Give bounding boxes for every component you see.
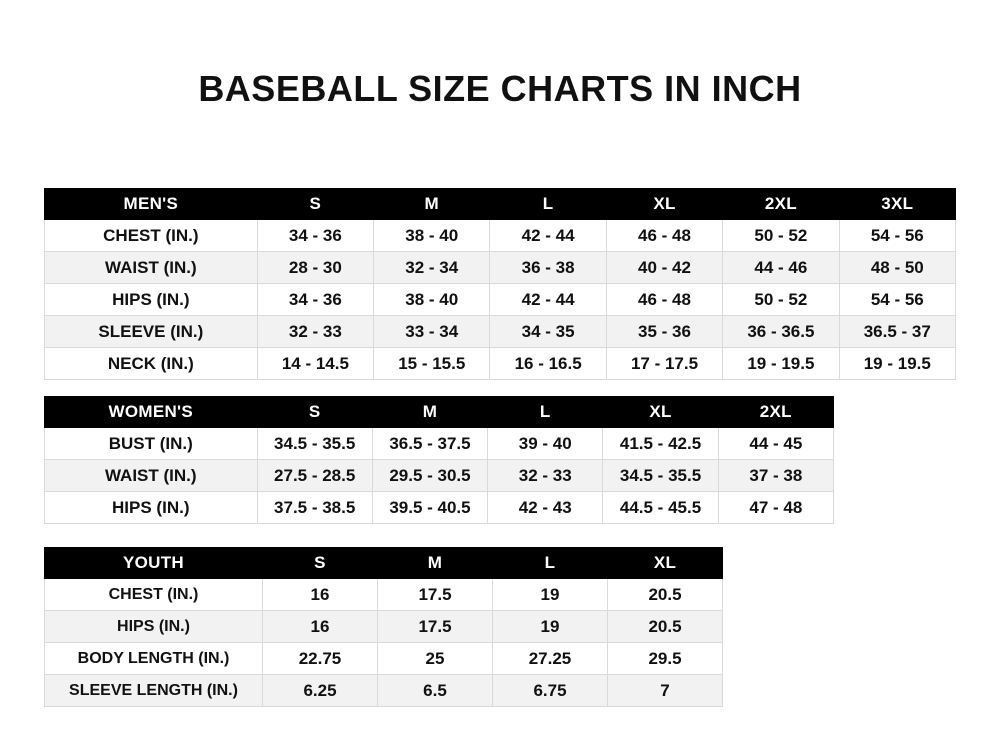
table-cell: 27.25 (493, 643, 608, 675)
column-header: WOMEN'S (45, 397, 258, 428)
row-label: HIPS (IN.) (45, 492, 258, 524)
table-cell: 15 - 15.5 (374, 348, 490, 380)
row-label: CHEST (IN.) (45, 579, 263, 611)
table-cell: 41.5 - 42.5 (603, 428, 718, 460)
table-cell: 34.5 - 35.5 (603, 460, 718, 492)
table-cell: 29.5 (608, 643, 723, 675)
table-cell: 19 - 19.5 (839, 348, 955, 380)
mens-size-chart (44, 188, 956, 380)
table-cell: 27.5 - 28.5 (257, 460, 372, 492)
row-label: WAIST (IN.) (45, 460, 258, 492)
table-cell: 37 - 38 (718, 460, 833, 492)
table-cell: 50 - 52 (723, 284, 839, 316)
table-cell: 35 - 36 (606, 316, 722, 348)
column-header: S (263, 548, 378, 579)
table-cell: 44.5 - 45.5 (603, 492, 718, 524)
table-cell: 46 - 48 (606, 220, 722, 252)
table-cell: 16 - 16.5 (490, 348, 606, 380)
table-cell: 33 - 34 (374, 316, 490, 348)
column-header: S (257, 189, 373, 220)
row-label: HIPS (IN.) (45, 284, 258, 316)
table-cell: 48 - 50 (839, 252, 955, 284)
table-cell: 20.5 (608, 611, 723, 643)
table-row (45, 252, 956, 284)
table-row (45, 579, 723, 611)
table-cell: 17.5 (378, 579, 493, 611)
table-cell: 44 - 46 (723, 252, 839, 284)
table-cell: 36.5 - 37 (839, 316, 955, 348)
table-cell: 16 (263, 579, 378, 611)
table-cell: 46 - 48 (606, 284, 722, 316)
row-label: SLEEVE (IN.) (45, 316, 258, 348)
table-row (45, 284, 956, 316)
table-cell: 38 - 40 (374, 220, 490, 252)
table-row (45, 220, 956, 252)
column-header: M (372, 397, 487, 428)
youth-size-chart (44, 547, 723, 707)
table-cell: 32 - 33 (488, 460, 603, 492)
column-header: 3XL (839, 189, 955, 220)
table-cell: 39 - 40 (488, 428, 603, 460)
column-header: L (493, 548, 608, 579)
table-cell: 25 (378, 643, 493, 675)
column-header: XL (606, 189, 722, 220)
table-header-row (45, 548, 723, 579)
table-cell: 40 - 42 (606, 252, 722, 284)
table-cell: 20.5 (608, 579, 723, 611)
row-label: NECK (IN.) (45, 348, 258, 380)
row-label: WAIST (IN.) (45, 252, 258, 284)
table-row (45, 675, 723, 707)
table-cell: 6.5 (378, 675, 493, 707)
row-label: BUST (IN.) (45, 428, 258, 460)
table-header-row (45, 189, 956, 220)
table-cell: 47 - 48 (718, 492, 833, 524)
table-cell: 17 - 17.5 (606, 348, 722, 380)
table-cell: 28 - 30 (257, 252, 373, 284)
table-cell: 50 - 52 (723, 220, 839, 252)
column-header: S (257, 397, 372, 428)
column-header: 2XL (718, 397, 833, 428)
table-cell: 44 - 45 (718, 428, 833, 460)
table-cell: 38 - 40 (374, 284, 490, 316)
table-cell: 36 - 36.5 (723, 316, 839, 348)
page-title: BASEBALL SIZE CHARTS IN INCH (198, 68, 802, 109)
table-row (45, 460, 834, 492)
table-cell: 36.5 - 37.5 (372, 428, 487, 460)
womens-size-chart (44, 396, 834, 524)
table-row (45, 348, 956, 380)
table-row (45, 611, 723, 643)
table-cell: 39.5 - 40.5 (372, 492, 487, 524)
column-header: XL (608, 548, 723, 579)
row-label: BODY LENGTH (IN.) (45, 643, 263, 675)
table-cell: 7 (608, 675, 723, 707)
table-header-row (45, 397, 834, 428)
table-cell: 36 - 38 (490, 252, 606, 284)
table-cell: 14 - 14.5 (257, 348, 373, 380)
table-cell: 19 - 19.5 (723, 348, 839, 380)
row-label: SLEEVE LENGTH (IN.) (45, 675, 263, 707)
column-header: L (490, 189, 606, 220)
table-cell: 34 - 36 (257, 220, 373, 252)
column-header: YOUTH (45, 548, 263, 579)
table-row (45, 643, 723, 675)
table-cell: 17.5 (378, 611, 493, 643)
table-cell: 42 - 44 (490, 284, 606, 316)
row-label: HIPS (IN.) (45, 611, 263, 643)
table-cell: 22.75 (263, 643, 378, 675)
table-cell: 54 - 56 (839, 284, 955, 316)
table-row (45, 316, 956, 348)
row-label: CHEST (IN.) (45, 220, 258, 252)
table-cell: 29.5 - 30.5 (372, 460, 487, 492)
table-cell: 42 - 44 (490, 220, 606, 252)
table-cell: 32 - 33 (257, 316, 373, 348)
table-cell: 34 - 35 (490, 316, 606, 348)
table-row (45, 492, 834, 524)
table-cell: 6.25 (263, 675, 378, 707)
column-header: L (488, 397, 603, 428)
table-cell: 19 (493, 611, 608, 643)
table-cell: 54 - 56 (839, 220, 955, 252)
column-header: MEN'S (45, 189, 258, 220)
column-header: XL (603, 397, 718, 428)
column-header: 2XL (723, 189, 839, 220)
table-cell: 32 - 34 (374, 252, 490, 284)
table-row (45, 428, 834, 460)
table-cell: 37.5 - 38.5 (257, 492, 372, 524)
column-header: M (378, 548, 493, 579)
table-cell: 34.5 - 35.5 (257, 428, 372, 460)
table-cell: 42 - 43 (488, 492, 603, 524)
table-cell: 34 - 36 (257, 284, 373, 316)
table-cell: 6.75 (493, 675, 608, 707)
table-cell: 19 (493, 579, 608, 611)
table-cell: 16 (263, 611, 378, 643)
column-header: M (374, 189, 490, 220)
